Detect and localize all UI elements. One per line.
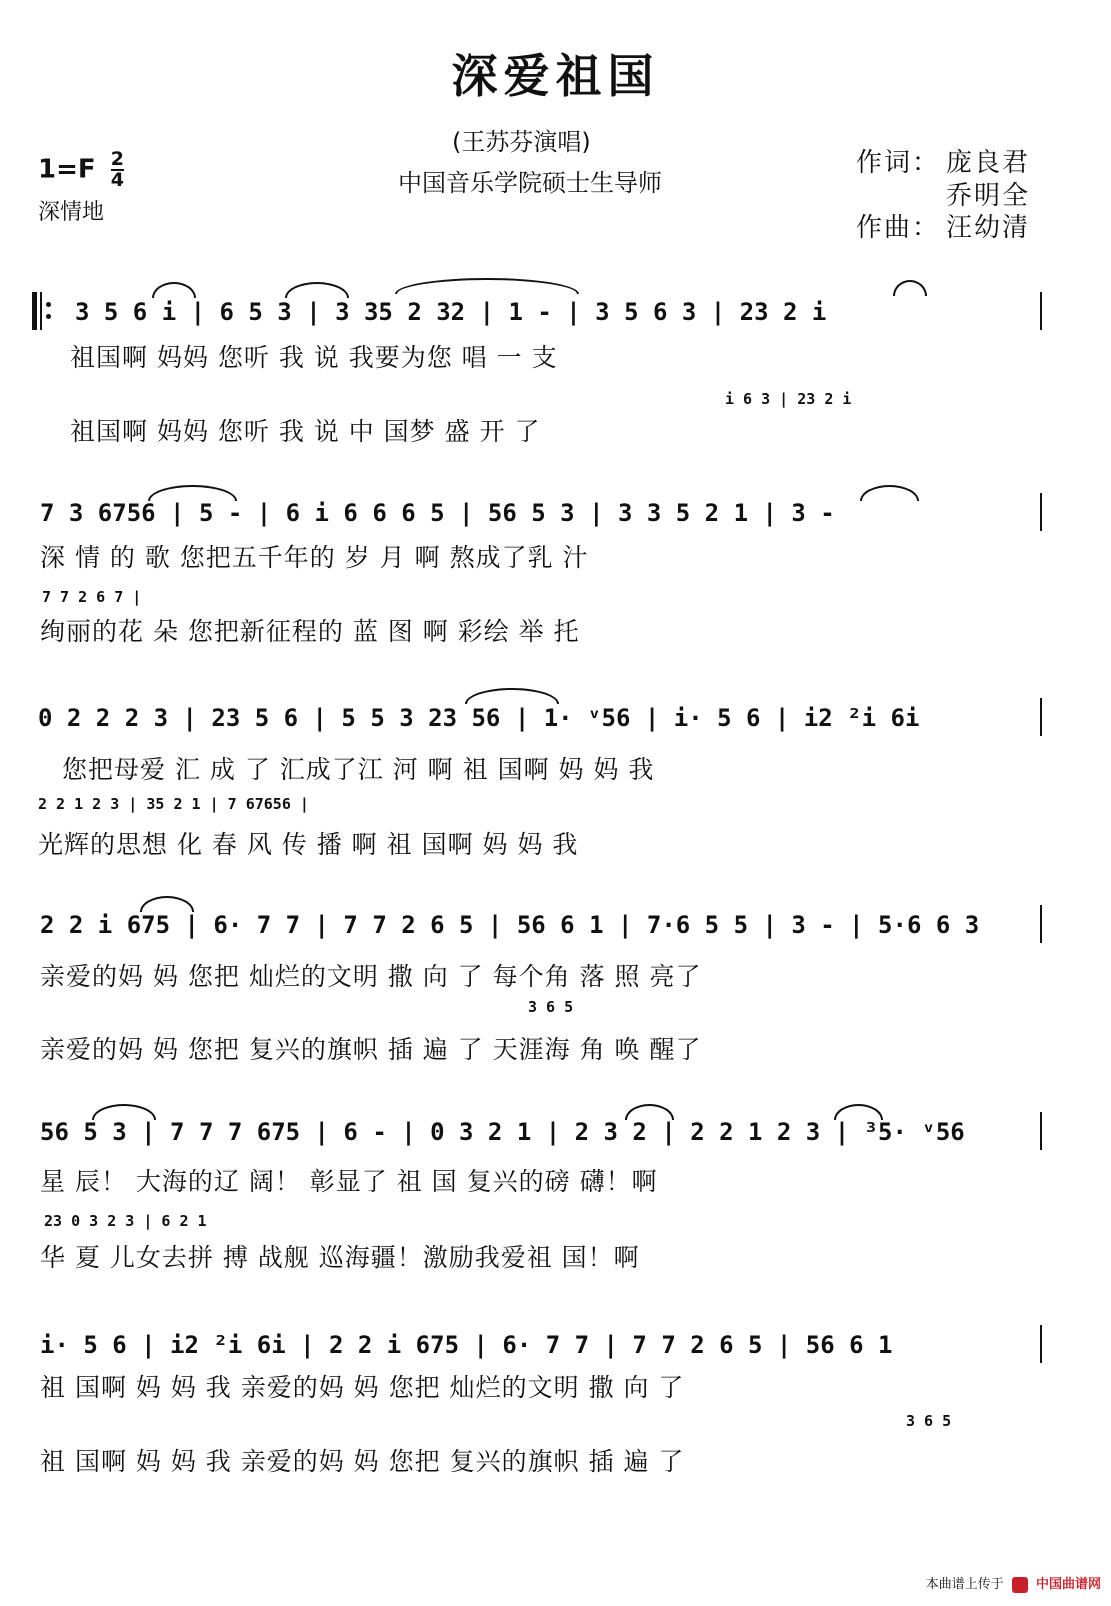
system-4-lyrics-verse-2: 亲爱的妈 妈 您把 复兴的旗帜 插 遍 了 天涯海 角 唤 醒了 bbox=[40, 1035, 702, 1064]
system-2-variant-notes: 7 7 2 6 7 | bbox=[42, 588, 142, 606]
key: 1=F bbox=[38, 154, 96, 185]
time-bottom: 4 bbox=[110, 169, 124, 191]
slur bbox=[625, 1104, 674, 1120]
subtitle: 中国音乐学院硕士生导师 bbox=[398, 169, 662, 197]
slur bbox=[395, 278, 579, 294]
lyricist-1: 庞良君 bbox=[946, 148, 1031, 178]
slur bbox=[893, 280, 927, 296]
slur bbox=[860, 485, 919, 501]
system-3-lyrics-verse-2: 光辉的思想 化 春 风 传 播 啊 祖 国啊 妈 妈 我 bbox=[38, 830, 579, 859]
tempo-marking: 深情地 bbox=[38, 200, 105, 225]
system-5-lyrics-verse-2: 华 夏 儿女去拼 搏 战舰 巡海疆！激励我爱祖 国！啊 bbox=[40, 1243, 640, 1272]
system-4-lyrics-verse-1: 亲爱的妈 妈 您把 灿烂的文明 撒 向 了 每个角 落 照 亮了 bbox=[40, 962, 702, 991]
system-5-lyrics-verse-1: 星 辰！ 大海的辽 阔！ 彰显了 祖 国 复兴的磅 礴！啊 bbox=[40, 1167, 658, 1196]
system-2-lyrics-verse-1: 深 情 的 歌 您把五千年的 岁 月 啊 熬成了乳 汁 bbox=[40, 543, 589, 572]
system-5-notes: 56 5 3 | 7 7 7 675 | 6 - | 0 3 2 1 | 2 3 2 | 2 2 1 2 3 | ³5· ᵛ56 bbox=[40, 1118, 965, 1146]
footer-watermark bbox=[926, 1573, 1101, 1593]
slur bbox=[285, 282, 349, 298]
system-4-variant-notes: 3 6 5 bbox=[528, 998, 574, 1016]
lyricist-2: 乔明全 bbox=[946, 181, 1031, 211]
barline bbox=[1040, 292, 1042, 330]
barline bbox=[1040, 1112, 1042, 1150]
site-logo-icon bbox=[1012, 1577, 1028, 1593]
lyricist-label: 作词： bbox=[856, 148, 941, 178]
system-6-lyrics-verse-1: 祖 国啊 妈 妈 我 亲爱的妈 妈 您把 灿烂的文明 撒 向 了 bbox=[40, 1373, 685, 1402]
system-3-variant-notes: 2 2 1 2 3 | 35 2 1 | 7 67656 | bbox=[38, 795, 309, 813]
slur bbox=[834, 1104, 883, 1120]
slur bbox=[140, 896, 194, 912]
system-1-variant-notes: i 6 3 | 23 2 i bbox=[725, 390, 852, 408]
time-signature bbox=[111, 150, 124, 190]
system-6-notes: i· 5 6 | i2 ²i 6i | 2 2 i 675 | 6· 7 7 | 7 7 2 6 5 | 56 6 1 bbox=[40, 1331, 893, 1359]
system-6-variant-notes: 3 6 5 bbox=[906, 1412, 952, 1430]
slur bbox=[92, 1104, 156, 1120]
footer-uploaded: 本曲谱上传于 bbox=[925, 1577, 1004, 1592]
composer-label: 作曲： bbox=[856, 213, 941, 243]
song-title: 深爱祖国 bbox=[451, 49, 660, 103]
barline bbox=[1040, 493, 1042, 531]
slur bbox=[148, 485, 237, 501]
system-2-notes: 7 3 6756 | 5 - | 6 i 6 6 6 5 | 56 5 3 | 3 3 5 2 1 | 3 - bbox=[40, 499, 835, 527]
slur bbox=[465, 688, 559, 704]
barline bbox=[1040, 698, 1042, 736]
system-2-lyrics-verse-2: 绚丽的花 朵 您把新征程的 蓝 图 啊 彩绘 举 托 bbox=[40, 617, 580, 646]
slur bbox=[152, 282, 196, 298]
barline bbox=[1040, 1325, 1042, 1363]
system-1-notes: 3 5 6 i | 6 5 3 | 3 35 2 32 | 1 - | 3 5 6 3 | 23 2 i bbox=[75, 298, 827, 326]
performer: (王苏芬演唱) bbox=[452, 128, 591, 156]
key-signature bbox=[38, 150, 124, 190]
system-6-lyrics-verse-2: 祖 国啊 妈 妈 我 亲爱的妈 妈 您把 复兴的旗帜 插 遍 了 bbox=[40, 1447, 685, 1476]
system-3-notes: 0 2 2 2 3 | 23 5 6 | 5 5 3 23 56 | 1· ᵛ56 | i· 5 6 | i2 ²i 6i bbox=[38, 704, 920, 732]
system-5-variant-notes: 23 0 3 2 3 | 6 2 1 bbox=[44, 1212, 207, 1230]
system-4-notes: 2 2 i 675 | 6· 7 7 | 7 7 2 6 5 | 56 6 1 | 7·6 5 5 | 3 - | 5·6 6 3 bbox=[40, 911, 980, 939]
footer-site: 中国曲谱网 bbox=[1035, 1577, 1101, 1592]
system-1-lyrics-verse-2: 祖国啊 妈妈 您听 我 说 中 国梦 盛 开 了 bbox=[70, 417, 541, 446]
barline bbox=[1040, 905, 1042, 943]
composer: 汪幼清 bbox=[946, 213, 1031, 243]
system-3-lyrics-verse-1: 您把母爱 汇 成 了 汇成了江 河 啊 祖 国啊 妈 妈 我 bbox=[62, 755, 655, 784]
system-1-lyrics-verse-1: 祖国啊 妈妈 您听 我 说 我要为您 唱 一 支 bbox=[70, 343, 558, 372]
time-top: 2 bbox=[110, 148, 124, 170]
